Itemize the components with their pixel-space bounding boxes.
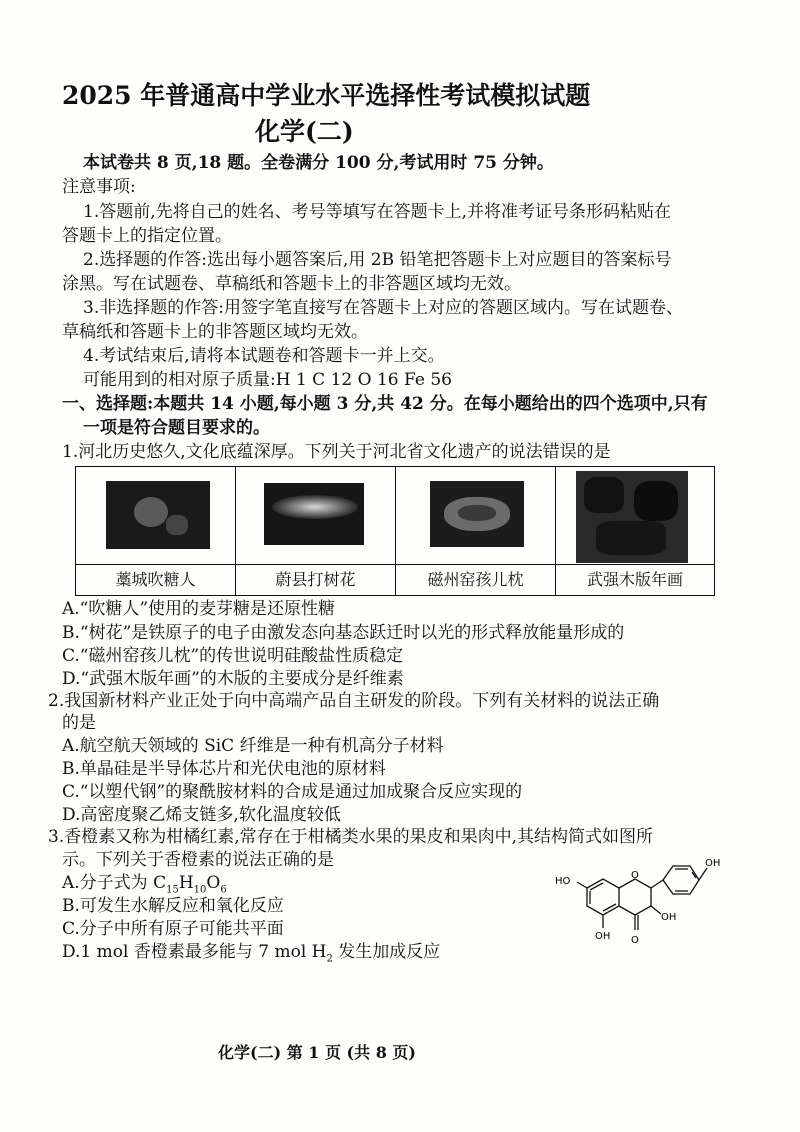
q3-option-a: A.分子式为 $C_{15}H_{10}O_6$ bbox=[62, 873, 227, 896]
aurantiamarin-structure-diagram bbox=[545, 848, 725, 963]
q2-stem-cont: 的是 bbox=[62, 713, 96, 733]
hydroxyl-label-left: HO bbox=[555, 876, 571, 887]
q2-option-b: B.单晶硅是半导体芯片和光伏电池的原材料 bbox=[62, 759, 386, 779]
exam-info: 本试卷共 8 页,18 题。全卷满分 100 分,考试用时 75 分钟。 bbox=[83, 153, 554, 173]
notice-item-2-cont: 涂黑。写在试题卷、草稿纸和答题卡上的非答题区域均无效。 bbox=[62, 274, 521, 294]
hydroxyl-label-para: OH bbox=[705, 858, 721, 869]
caption-tree-flower: 蔚县打树花 bbox=[236, 564, 395, 595]
sugar-blowing-photo bbox=[106, 481, 210, 549]
q1-figure-cell bbox=[396, 467, 556, 595]
notice-heading: 注意事项: bbox=[62, 177, 136, 197]
notice-item-4: 4.考试结束后,请将本试题卷和答题卡一并上交。 bbox=[83, 346, 445, 366]
page-subtitle: 化学(二) bbox=[255, 117, 354, 146]
notice-item-1-cont: 答题卡上的指定位置。 bbox=[62, 226, 232, 246]
hydroxyl-label-c3: OH bbox=[661, 912, 677, 923]
q3-stem: 3.香橙素又称为柑橘红素,常存在于柑橘类水果的果皮和果肉中,其结构简式如图所 bbox=[48, 827, 654, 847]
q1-figure-cell bbox=[76, 467, 236, 595]
section-1-heading: 一、选择题:本题共 14 小题,每小题 3 分,共 42 分。在每小题给出的四个选项中,只有 bbox=[62, 394, 708, 414]
q1-figure-cell bbox=[236, 467, 396, 595]
notice-item-3-cont: 草稿纸和答题卡上的非答题区域均无效。 bbox=[62, 322, 368, 342]
page-footer: 化学(二) 第 1 页 (共 8 页) bbox=[218, 1043, 416, 1062]
q3-option-d: D.1 mol 香橙素最多能与 7 mol $H_2$ 发生加成反应 bbox=[62, 942, 441, 965]
q2-option-c: C.“以塑代钢”的聚酰胺材料的合成是通过加成聚合反应实现的 bbox=[62, 782, 523, 802]
q2-option-d: D.高密度聚乙烯支链多,软化温度较低 bbox=[62, 805, 341, 825]
hydroxyl-label-bottom: OH bbox=[595, 931, 611, 942]
tree-flower-photo bbox=[264, 483, 364, 545]
page-title: 2025 年普通高中学业水平选择性考试模拟试题 bbox=[62, 81, 591, 110]
q1-figure-table bbox=[75, 466, 715, 596]
section-1-heading-cont: 一项是符合题目要求的。 bbox=[83, 418, 270, 438]
q2-option-a: A.航空航天领域的 SiC 纤维是一种有机高分子材料 bbox=[62, 736, 444, 756]
notice-item-1: 1.答题前,先将自己的姓名、考号等填写在答题卡上,并将准考证号条形码粘贴在 bbox=[83, 202, 672, 222]
q1-figure-cell bbox=[556, 467, 714, 595]
q3-stem-cont: 示。下列关于香橙素的说法正确的是 bbox=[62, 850, 334, 870]
q1-option-a: A.“吹糖人”使用的麦芽糖是还原性糖 bbox=[62, 599, 336, 619]
woodblock-print-photo bbox=[576, 471, 688, 563]
q3-option-b: B.可发生水解反应和氧化反应 bbox=[62, 896, 284, 916]
caption-woodblock-print: 武强木版年画 bbox=[556, 564, 714, 595]
q3-option-c: C.分子中所有原子可能共平面 bbox=[62, 919, 284, 939]
q1-stem: 1.河北历史悠久,文化底蕴深厚。下列关于河北省文化遗产的说法错误的是 bbox=[62, 442, 611, 462]
q1-option-b: B.“树花”是铁原子的电子由激发态向基态跃迁时以光的形式释放能量形成的 bbox=[62, 623, 625, 643]
notice-item-2: 2.选择题的作答:选出每小题答案后,用 2B 铅笔把答题卡上对应题目的答案标号 bbox=[83, 250, 672, 270]
atomic-mass-line: 可能用到的相对原子质量:H 1 C 12 O 16 Fe 56 bbox=[83, 370, 452, 390]
q1-option-c: C.“磁州窑孩儿枕”的传世说明硅酸盐性质稳定 bbox=[62, 646, 404, 666]
ring-oxygen-label: O bbox=[631, 870, 639, 881]
q1-option-d: D.“武强木版年画”的木版的主要成分是纤维素 bbox=[62, 669, 404, 689]
caption-sugar-blowing: 藁城吹糖人 bbox=[76, 564, 235, 595]
q2-stem: 2.我国新材料产业正处于向中高端产品自主研发的阶段。下列有关材料的说法正确 bbox=[48, 691, 660, 711]
child-pillow-photo bbox=[430, 481, 524, 547]
carbonyl-oxygen-label: O bbox=[631, 935, 639, 946]
caption-child-pillow: 磁州窑孩儿枕 bbox=[396, 564, 555, 595]
notice-item-3: 3.非选择题的作答:用签字笔直接写在答题卡上对应的答题区域内。写在试题卷、 bbox=[83, 298, 683, 318]
